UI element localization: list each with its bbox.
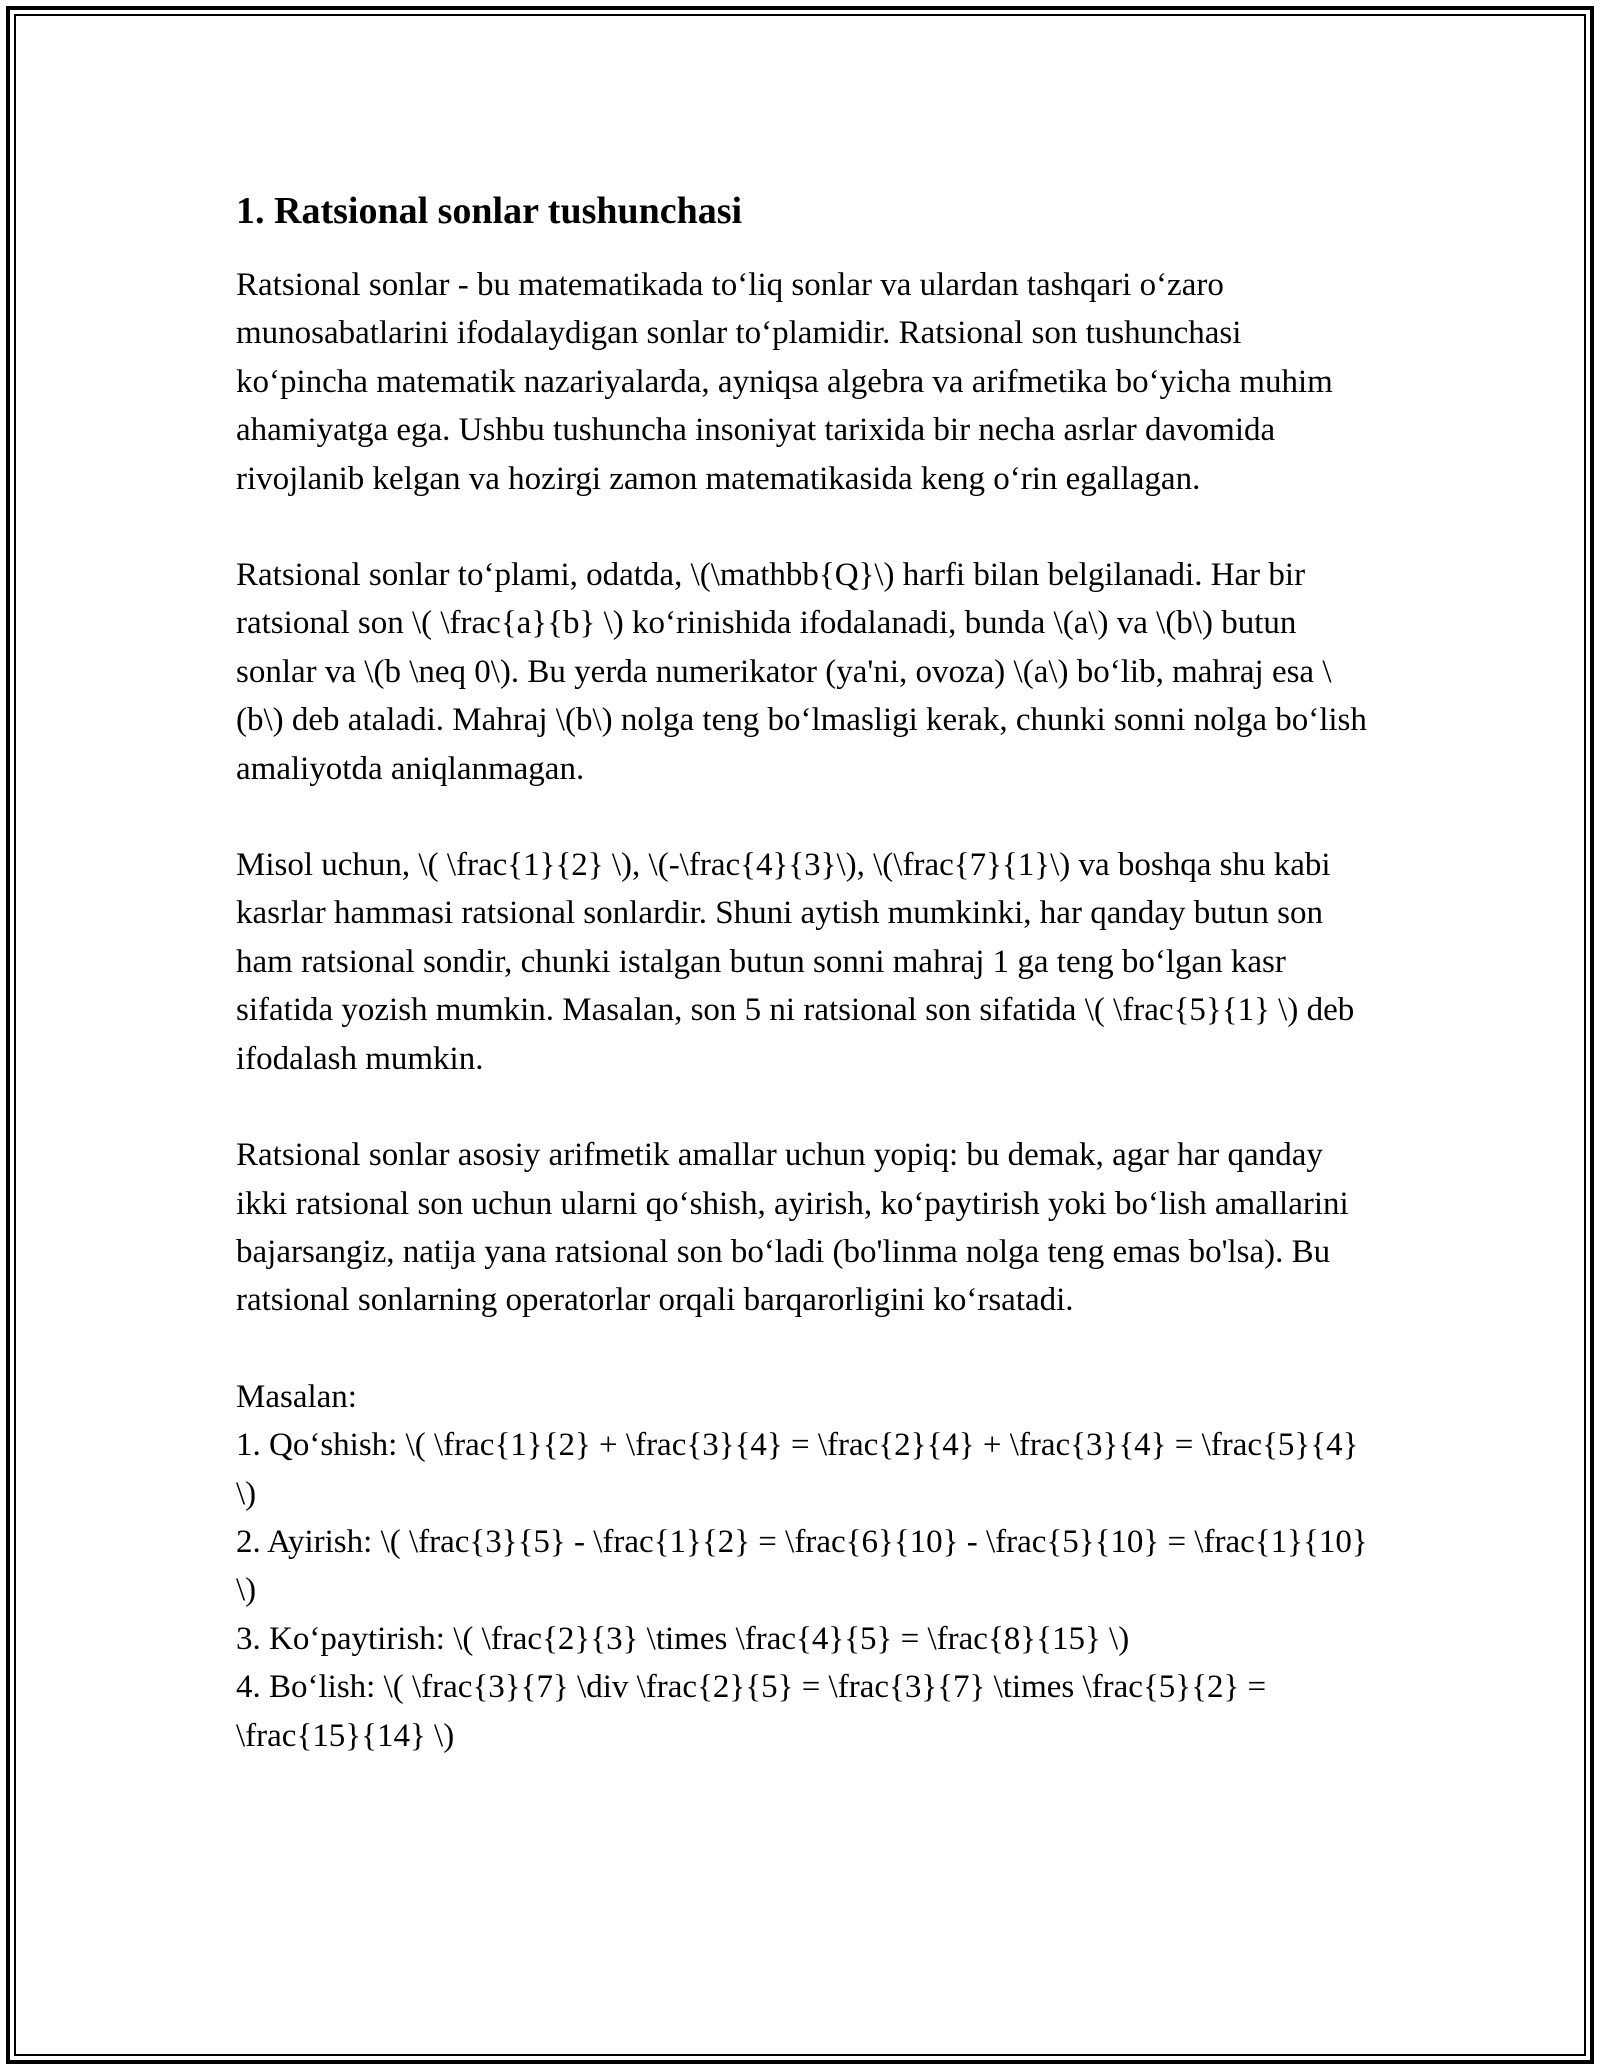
document-body: [236, 185, 1376, 1760]
example-subtraction: 2. Ayirish: \( \frac{3}{5} - \frac{1}{2} = \frac{6}{10} - \frac{5}{10} = \frac{1}{10} \): [236, 1523, 1368, 1609]
section-heading: 1. Ratsional sonlar tushunchasi: [236, 190, 743, 232]
paragraph-closure: Ratsional sonlar asosiy arifmetik amallar uchun yopiq: bu demak, agar har qanday ikki ratsional son uchun ularni qo‘shish, ayirish, ko‘paytirish yoki bo‘lish amallarini bajarsangiz, natija yana ratsional son bo‘ladi (bo'linma nolga teng emas bo'lsa). Bu ratsional sonlarning operatorlar orqali barqarorligini ko‘rsatadi.: [236, 1137, 1349, 1319]
example-multiplication: 3. Ko‘paytirish: \( \frac{2}{3} \times \frac{4}{5} = \frac{8}{15} \): [236, 1620, 1130, 1657]
examples-intro: Masalan:: [236, 1378, 357, 1415]
paragraph-definition: Ratsional sonlar - bu matematikada to‘liq sonlar va ulardan tashqari o‘zaro munosabatlarini ifodalaydigan sonlar to‘plamidir. Ratsional son tushunchasi ko‘pincha matematik nazariyalarda, ayniqsa algebra va arifmetika bo‘yicha muhim ahamiyatga ega. Ushbu tushuncha insoniyat tarixida bir necha asrlar davomida rivojlanib kelgan va hozirgi zamon matematikasida keng o‘rin egallagan.: [236, 267, 1333, 497]
examples-list: [236, 1373, 1376, 1760]
paragraph-notation: Ratsional sonlar to‘plami, odatda, \(\mathbb{Q}\) harfi bilan belgilanadi. Har bir ratsional son \( \frac{a}{b} \) ko‘rinishida ifodalanadi, bunda \(a\) va \(b\) butun sonlar va \(b \neq 0\). Bu yerda numerikator (ya'ni, ovoza) \(a\) bo‘lib, mahraj esa \(b\) deb ataladi. Mahraj \(b\) nolga teng bo‘lmasligi kerak, chunki sonni nolga bo‘lish amaliyotda aniqlanmagan.: [236, 557, 1367, 787]
example-division: 4. Bo‘lish: \( \frac{3}{7} \div \frac{2}{5} = \frac{3}{7} \times \frac{5}{2} = \frac{15}{14} \): [236, 1669, 1267, 1754]
example-addition: 1. Qo‘shish: \( \frac{1}{2} + \frac{3}{4} = \frac{2}{4} + \frac{3}{4} = \frac{5}{4} \): [236, 1427, 1359, 1512]
paragraph-examples: Misol uchun, \( \frac{1}{2} \), \(-\frac{4}{3}\), \(\frac{7}{1}\) va boshqa shu kabi kasrlar hammasi ratsional sonlardir. Shuni aytish mumkinki, har qanday butun son ham ratsional sondir, chunki istalgan butun sonni mahraj 1 ga teng bo‘lgan kasr sifatida yozish mumkin. Masalan, son 5 ni ratsional son sifatida \( \frac{5}{1} \) deb ifodalash mumkin.: [236, 847, 1355, 1077]
